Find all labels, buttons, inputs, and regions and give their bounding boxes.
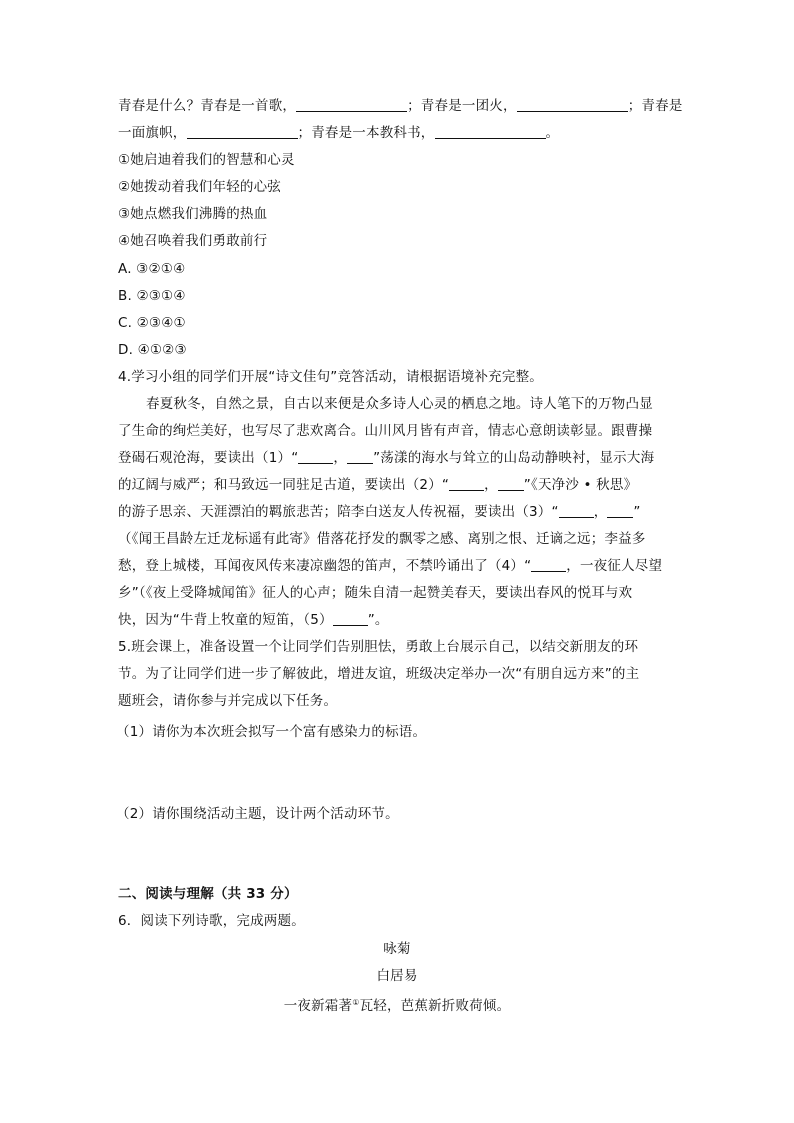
q4-text: ”荡漾的海水与耸立的山岛动静映衬，显示大海 [373, 450, 655, 466]
q3-text: ；青春是一本教科书， [297, 125, 435, 141]
q3-option-3: ③她点燃我们沸腾的热血 [118, 206, 268, 222]
poem-text: 一夜新霜著 [283, 998, 353, 1014]
q4-title: 4.学习小组的同学们开展“诗文佳句”竞答活动，请根据语境补充完整。 [118, 369, 543, 385]
q3-option-4: ④她召唤着我们勇敢前行 [118, 233, 268, 249]
q6-instruction: 6．阅读下列诗歌，完成两题。 [118, 913, 305, 929]
answer-blank[interactable] [531, 557, 566, 572]
q4-para-line: 春夏秋冬，自然之景，自古以来便是众多诗人心灵的栖息之地。诗人笔下的万物凸显 [146, 396, 653, 412]
q3-choice-c[interactable]: C. ②③④① [118, 315, 186, 331]
answer-blank[interactable] [449, 476, 484, 491]
q4-text: 的游子思亲、天涯漂泊的羁旅悲苦；陪李白送友人传祝福，要读出（3）“ [118, 504, 559, 520]
q3-option-2: ②她拨动着我们年轻的心弦 [118, 179, 282, 195]
q4-text: ” [633, 504, 641, 520]
q4-para-line: 了生命的绚烂美好，也写尽了悲欢离合。山川风月皆有声音，情志心意朗读彰显。跟曹操 [118, 423, 653, 439]
answer-blank[interactable] [333, 611, 368, 626]
q4-text: ，一夜征人尽望 [566, 558, 663, 574]
q4-para-line [118, 610, 389, 630]
q5-subquestion-2: （2）请你围绕活动主题，设计两个活动环节。 [116, 806, 399, 822]
q3-choice-b[interactable]: B. ②③①④ [118, 288, 186, 304]
answer-blank[interactable] [347, 449, 373, 464]
q4-para-line [118, 448, 654, 468]
q5-line: 5.班会课上，准备设置一个让同学们告别胆怯，勇敢上台展示自己，以结交新朋友的环 [118, 639, 639, 655]
q3-line-2 [118, 123, 559, 143]
poem-title: 咏菊 [383, 941, 411, 957]
answer-blank[interactable] [298, 449, 333, 464]
q3-text: 。 [545, 125, 560, 141]
q4-para-line [118, 556, 662, 576]
answer-blank[interactable] [607, 503, 633, 518]
answer-blank[interactable] [517, 97, 628, 112]
q4-para-line: （《闻王昌龄左迁龙标遥有此寄》借落花抒发的飘零之感、离别之恨、迁谪之远；李益多 [118, 531, 646, 547]
answer-blank[interactable] [187, 124, 298, 139]
q3-choice-a[interactable]: A. ③②①④ [118, 261, 186, 277]
q4-text: ， [593, 504, 608, 520]
q3-option-1: ①她启迪着我们的智慧和心灵 [118, 152, 295, 168]
q4-para-line: 乡”（《夜上受降城闻笛》征人的心声；随朱自清一起赞美春天，要读出春风的悦耳与欢 [118, 585, 633, 601]
q4-para-line [118, 502, 641, 522]
q3-text: 青春是什么？青春是一首歌， [118, 98, 297, 114]
q4-text: ， [333, 450, 348, 466]
q5-line: 题班会，请你参与并完成以下任务。 [118, 693, 338, 709]
poem-text: 瓦轻，芭蕉新折败荷倾。 [359, 998, 511, 1014]
q4-text: 登碣石观沧海，要读出（1）“ [118, 450, 299, 466]
q4-text: ”。 [367, 612, 389, 628]
q3-line-1 [118, 96, 683, 116]
q4-text: 快，因为“牛背上牧童的短笛，（5） [118, 612, 333, 628]
poem-line-1 [0, 993, 794, 1016]
answer-blank[interactable] [498, 476, 524, 491]
answer-blank[interactable] [296, 97, 407, 112]
q5-line: 节。为了让同学们进一步了解彼此，增进友谊，班级决定举办一次“有朋自远方来”的主 [118, 666, 640, 682]
q4-text: 愁，登上城楼，耳闻夜风传来凄凉幽怨的笛声，不禁吟诵出了（4）“ [118, 558, 532, 574]
footnote-marker: ① [352, 998, 360, 1007]
q4-para-line [118, 475, 637, 495]
section-heading: 二、阅读与理解（共 33 分） [118, 886, 298, 902]
q4-text: ”《天净沙 • 秋思》 [523, 477, 638, 493]
q5-subquestion-1: （1）请你为本次班会拟写一个富有感染力的标语。 [116, 724, 427, 740]
answer-blank[interactable] [435, 124, 546, 139]
q3-choice-d[interactable]: D. ④①②③ [118, 342, 187, 358]
q3-text: ；青春是 [627, 98, 683, 114]
poem-author: 白居易 [376, 968, 418, 984]
q4-text: ， [484, 477, 498, 493]
answer-blank[interactable] [559, 503, 594, 518]
q4-text: 的辽阔与威严；和马致远一同驻足古道，要读出（2）“ [118, 477, 450, 493]
q3-text: 一面旗帜， [118, 125, 187, 141]
q3-text: ；青春是一团火， [407, 98, 517, 114]
